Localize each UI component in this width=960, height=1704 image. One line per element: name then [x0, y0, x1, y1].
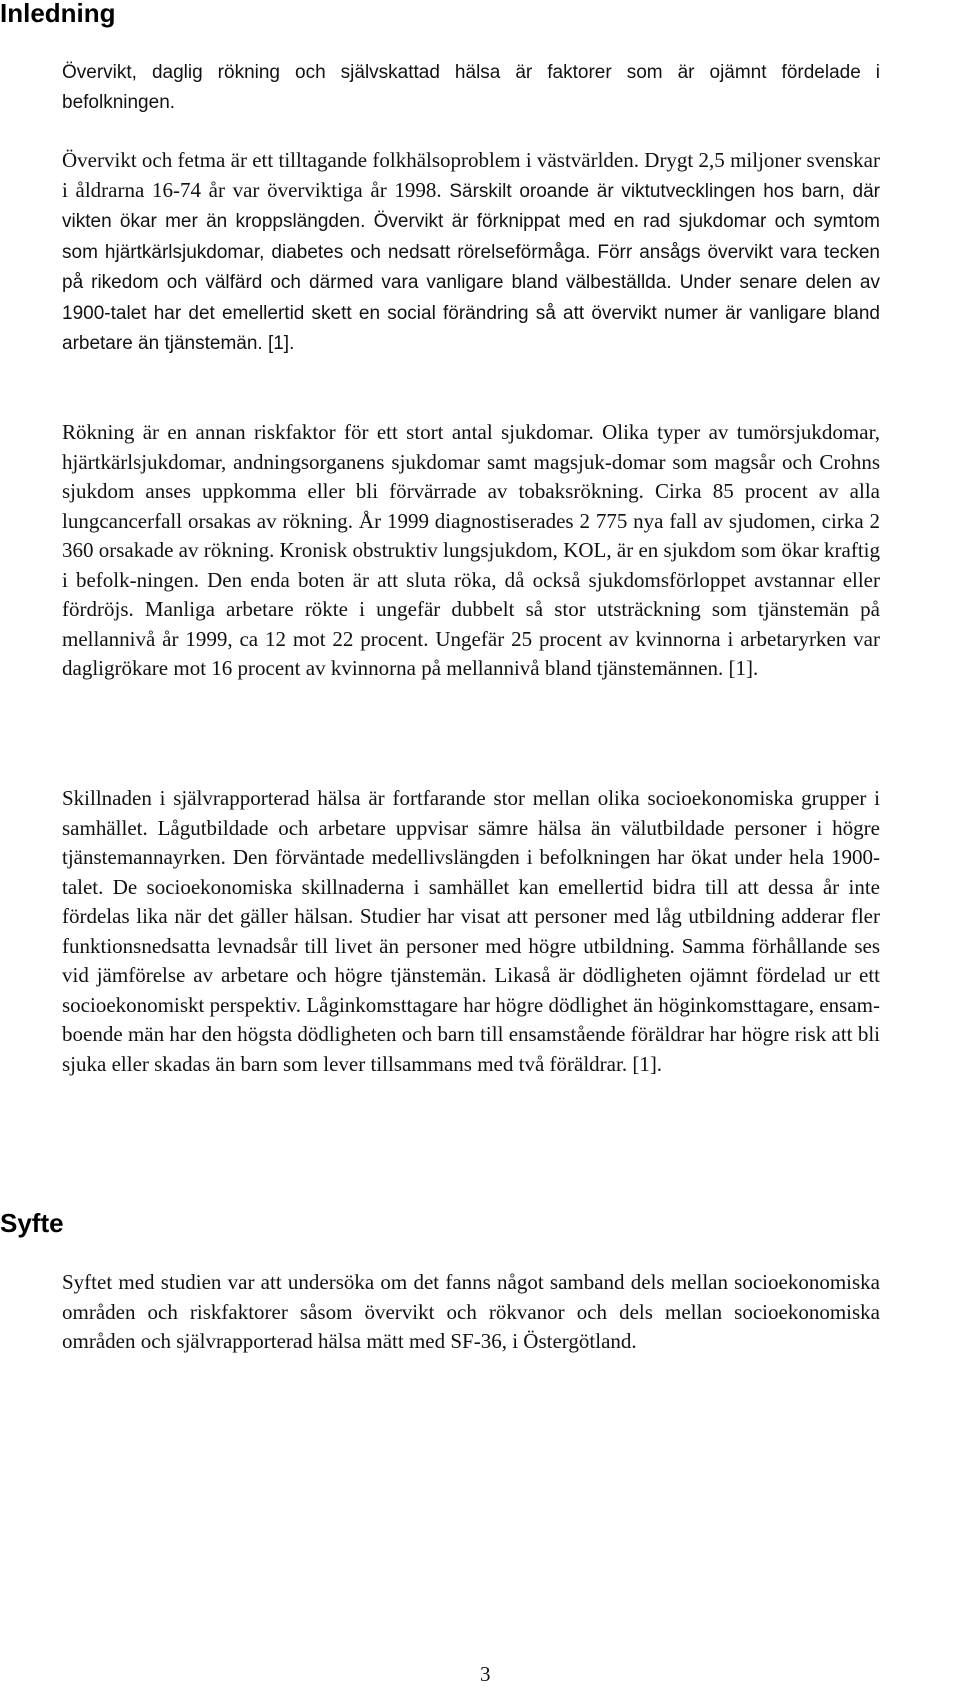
- paragraph-intro: Övervikt, daglig rökning och självskattad hälsa är faktorer som är ojämnt fördelade i befolkningen.: [62, 62, 880, 113]
- page-number: 3: [480, 1662, 491, 1686]
- paragraph-overweight-serif-part: Övervikt och fetma är ett tilltagande folkhälsoproblem i västvärlden. Drygt 2,5 miljoner svenskar i åldrarna 16-74 år var överviktiga år 1998.: [62, 148, 880, 202]
- paragraph-overweight: [62, 146, 880, 359]
- paragraph-purpose: Syftet med studien var att undersöka om det fanns något samband dels mellan socioekonomiska områden och riskfaktorer såsom övervikt och rökvanor och dels mellan socioekonomiska områden och självrapporterad hälsa mätt med SF-36, i Östergötland.: [62, 1270, 880, 1353]
- section-heading-inledning: Inledning: [0, 0, 116, 28]
- paragraph-smoking: Rökning är en annan riskfaktor för ett stort antal sjukdomar. Olika typer av tumörsjukdomar, hjärtkärlsjukdomar, andningsorganens sjukdomar samt magsjuk-domar som magsår och Crohns sjukdom anses uppkomma eller bli förvärrade av tobaksrökning. Cirka 85 procent av alla lungcancerfall orsakas av rökning. År 1999 diagnostiserades 2 775 nya fall av sjudomen, cirka 2 360 orsakade av rökning. Kronisk obstruktiv lungsjukdom, KOL, är en sjukdom som ökar kraftig i befolk-ningen. Den enda boten är att sluta röka, då också sjukdomsförloppet avstannar eller fördröjs. Manliga arbetare rökte i ungefär dubbelt så stor utsträckning som tjänstemän på mellannivå år 1999, ca 12 mot 22 procent. Ungefär 25 procent av kvinnorna i arbetaryrken var dagligrökare mot 16 procent av kvinnorna på mellannivå bland tjänstemännen. [1].: [62, 420, 880, 680]
- section-heading-syfte: Syfte: [0, 1208, 64, 1238]
- paragraph-overweight-sans-part: Särskilt oroande är viktutvecklingen hos barn, där vikten ökar mer än kroppslängden. Övervikt är förknippat med en rad sjukdomar och symtom som hjärtkärlsjukdomar, diabetes och nedsatt rörelseförmåga. Förr ansågs övervikt vara tecken på rikedom och välfärd och därmed vara vanligare bland välbeställda. Under senare delen av 1900-talet har det emellertid skett en social förändring så att övervikt numer är vanligare bland arbetare än tjänstemän. [1].: [62, 180, 880, 354]
- paragraph-self-rated-health: Skillnaden i självrapporterad hälsa är fortfarande stor mellan olika socioekonomiska grupper i samhället. Lågutbildade och arbetare uppvisar sämre hälsa än välutbildade personer i högre tjänstemannayrken. Den förväntade medellivslängden i befolkningen har ökat under hela 1900-talet. De socioekonomiska skillnaderna i samhället kan emellertid bidra till att dessa år inte fördelas lika när det gäller hälsan. Studier har visat att personer med låg utbildning adderar fler funktionsnedsatta levnadsår till livet än personer med högre utbildning. Samma förhållande ses vid jämförelse av arbetare och högre tjänstemän. Likaså är dödligheten ojämnt fördelad ur ett socioekonomiskt perspektiv. Låginkomsttagare har högre dödlighet än höginkomsttagare, ensam-boende män har den högsta dödligheten och barn till ensamstående föräldrar har högre risk att bli sjuka eller skadas än barn som lever tillsammans med två föräldrar. [1].: [62, 786, 880, 1076]
